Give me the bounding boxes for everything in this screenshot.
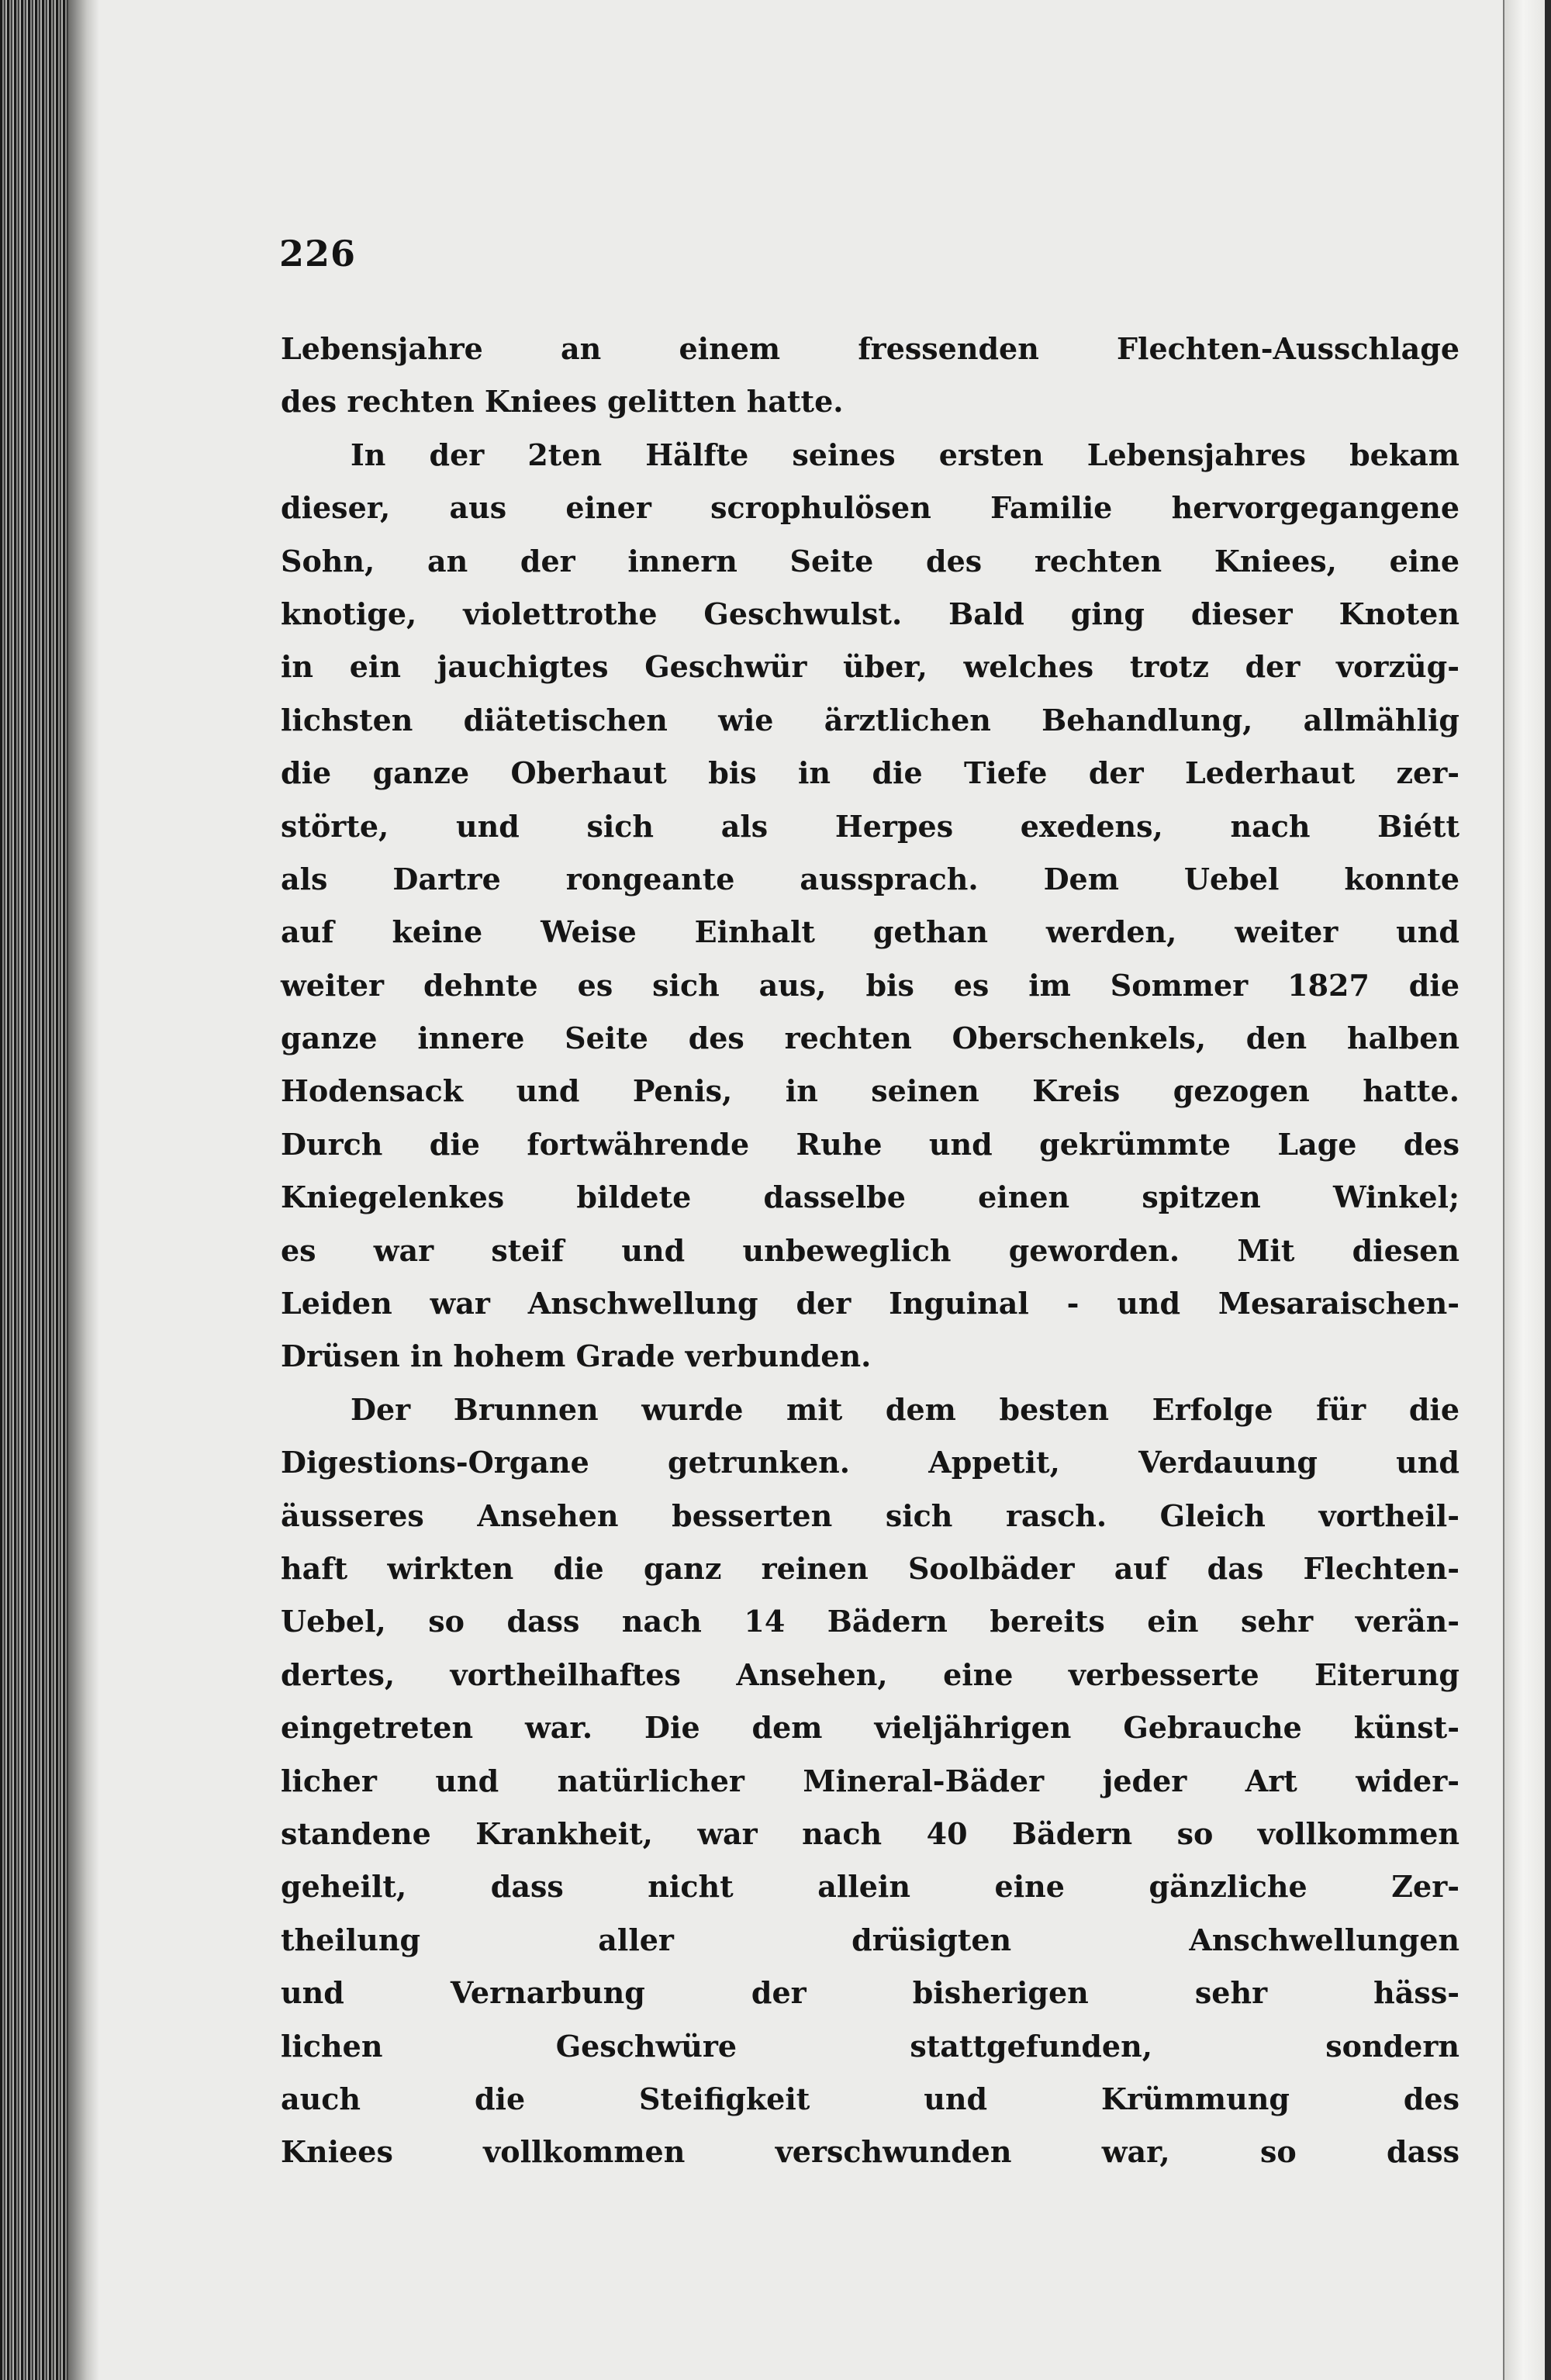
text-line-content: störte, und sich als Herpes exedens, nach Biétt xyxy=(281,808,1459,844)
text-line xyxy=(281,375,1459,428)
text-line xyxy=(281,535,1459,588)
text-line-content: weiter dehnte es sich aus, bis es im Sommer 1827 die xyxy=(281,967,1459,1003)
text-line-content: geheilt, dass nicht allein eine gänzliche Zer- xyxy=(281,1869,1459,1905)
text-line-content: Kniegelenkes bildete dasselbe einen spitzen Winkel; xyxy=(281,1180,1459,1215)
text-line xyxy=(281,429,1459,482)
text-line-content: es war steif und unbeweglich geworden. Mit diesen xyxy=(281,1232,1459,1268)
text-line xyxy=(281,1383,1459,1436)
text-line xyxy=(281,906,1459,959)
text-line xyxy=(281,1330,1459,1383)
text-line-content: äusseres Ansehen besserten sich rasch. Gleich vortheil- xyxy=(281,1497,1459,1533)
book-right-edge xyxy=(1545,0,1551,2380)
text-line xyxy=(281,1914,1459,1967)
text-line xyxy=(281,482,1459,534)
text-line-content: dieser, aus einer scrophulösen Familie hervorgegangene xyxy=(281,490,1459,526)
text-line-content: Leiden war Anschwellung der Inguinal - und Mesaraischen- xyxy=(281,1286,1459,1321)
text-line-content: und Vernarbung der bisherigen sehr häss- xyxy=(281,1975,1459,2011)
text-line-content: knotige, violettrothe Geschwulst. Bald ging dieser Knoten xyxy=(281,596,1459,631)
text-line xyxy=(281,1755,1459,1808)
text-line xyxy=(281,1542,1459,1595)
text-line-content: des rechten Kniees gelitten hatte. xyxy=(281,384,844,420)
text-line-content: theilung aller drüsigten Anschwellungen xyxy=(281,1922,1459,1957)
text-line xyxy=(281,1490,1459,1542)
text-line xyxy=(281,323,1459,375)
text-line-content: Durch die fortwährende Ruhe und gekrümmte Lage des xyxy=(281,1126,1459,1162)
text-line xyxy=(281,800,1459,853)
text-line xyxy=(281,641,1459,693)
text-line-content: Uebel, so dass nach 14 Bädern bereits ein sehr verän- xyxy=(281,1604,1459,1639)
page-number: 226 xyxy=(279,233,357,275)
gutter-shadow xyxy=(68,0,99,2380)
book-page xyxy=(101,0,1497,2380)
text-line-content: licher und natürlicher Mineral-Bäder jeder Art wider- xyxy=(281,1763,1459,1798)
text-line xyxy=(281,1065,1459,1117)
text-line-content: die ganze Oberhaut bis in die Tiefe der Lederhaut zer- xyxy=(281,755,1459,791)
text-line-content: Drüsen in hohem Grade verbunden. xyxy=(281,1339,872,1374)
text-line xyxy=(281,2073,1459,2126)
text-line xyxy=(281,694,1459,747)
text-line xyxy=(281,1171,1459,1224)
text-line xyxy=(281,1860,1459,1913)
text-line xyxy=(281,959,1459,1012)
text-line xyxy=(281,1225,1459,1277)
text-line-content: auf keine Weise Einhalt gethan werden, weiter und xyxy=(281,914,1459,950)
text-line xyxy=(281,1595,1459,1648)
text-line xyxy=(281,1436,1459,1489)
text-line-content: ganze innere Seite des rechten Oberschenkels, den halben xyxy=(281,1021,1459,1056)
text-line-content: Hodensack und Penis, in seinen Kreis gezogen hatte. xyxy=(281,1073,1459,1109)
text-line-content: als Dartre rongeante aussprach. Dem Uebel konnte xyxy=(281,861,1459,896)
text-line xyxy=(281,1012,1459,1065)
text-line xyxy=(281,2020,1459,2073)
text-line-content: Sohn, an der innern Seite des rechten Kniees, eine xyxy=(281,543,1459,579)
text-line xyxy=(281,853,1459,906)
text-line-content: auch die Steifigkeit und Krümmung des xyxy=(281,2081,1459,2116)
text-line xyxy=(281,2126,1459,2178)
text-line xyxy=(281,1967,1459,2019)
text-line-content: lichen Geschwüre stattgefunden, sondern xyxy=(281,2028,1459,2064)
text-line-content: eingetreten war. Die dem vieljährigen Gebrauche künst- xyxy=(281,1710,1459,1746)
text-line-content: lichsten diätetischen wie ärztlichen Behandlung, allmählig xyxy=(281,702,1459,737)
text-line-content: in ein jauchigtes Geschwür über, welches trotz der vorzüg- xyxy=(281,649,1459,685)
text-line xyxy=(281,1649,1459,1701)
text-line-content: haft wirkten die ganz reinen Soolbäder auf das Flechten- xyxy=(281,1550,1459,1586)
body-text xyxy=(281,323,1459,2179)
text-line-content: dertes, vortheilhaftes Ansehen, eine verbesserte Eiterung xyxy=(281,1656,1459,1692)
text-line xyxy=(281,1701,1459,1754)
text-line-content: Der Brunnen wurde mit dem besten Erfolge für die xyxy=(351,1391,1459,1427)
text-line xyxy=(281,1277,1459,1330)
text-line xyxy=(281,1808,1459,1860)
text-line xyxy=(281,747,1459,800)
text-line xyxy=(281,1118,1459,1171)
text-line-content: In der 2ten Hälfte seines ersten Lebensjahres bekam xyxy=(351,437,1459,472)
book-left-edge xyxy=(0,0,71,2380)
next-page-edge xyxy=(1503,0,1551,2380)
text-line-content: Lebensjahre an einem fressenden Flechten-Ausschlage xyxy=(281,331,1459,366)
text-line-content: Digestions-Organe getrunken. Appetit, Verdauung und xyxy=(281,1445,1459,1480)
text-line xyxy=(281,588,1459,641)
text-line-content: Kniees vollkommen verschwunden war, so dass xyxy=(281,2134,1459,2170)
text-line-content: standene Krankheit, war nach 40 Bädern so vollkommen xyxy=(281,1815,1459,1851)
